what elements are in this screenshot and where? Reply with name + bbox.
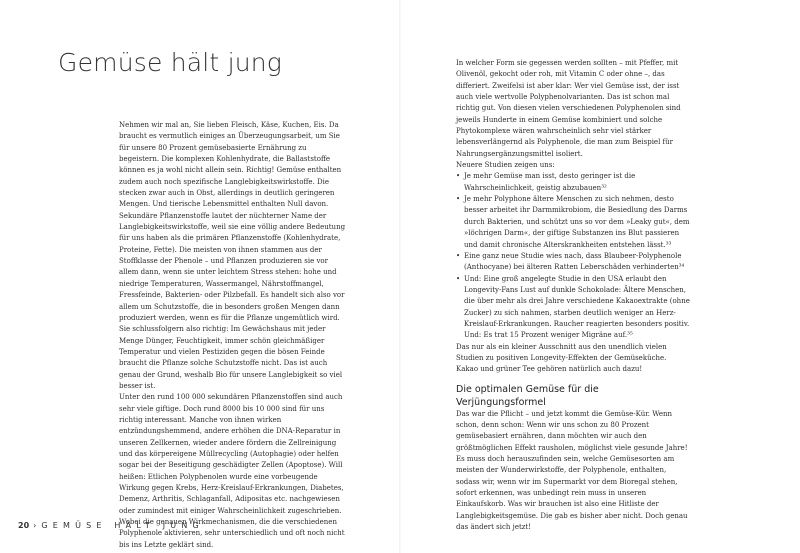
right-text-column (456, 58, 690, 533)
body-paragraph: Unter den rund 100 000 sekundären Pflanzenstoffen sind auch sehr viele giftige. Doch rund 8000 bis 10 000 sind für uns richtig interessant. Manche von ihnen wirken entzündungshemmend, andere erhöhen die DNA-Reparatur in unseren Zellkernen, wieder andere fördern die Zellreinigung und das körpereigene Müllrecycling (Autophagie) oder helfen sogar bei der Beseitigung geschädigter Zellen (Apoptose). Will heißen: Etlichen Polyphenolen wurde eine vorbeugende Wirkung gegen Krebs, Herz-Kreislauf-Erkrankungen, Diabetes, Demenz, Arthritis, Schlaganfall, Adipositas etc. nachgewiesen oder zumindest mit einiger Wahrscheinlichkeit zugeschrieben. Wobei die genauen Wirkmechanismen, die die verschiedenen Polyphenole aktivieren, sehr unterschiedlich und oft noch nicht bis ins Letzte geklärt sind. (119, 393, 345, 549)
page-footer (18, 521, 204, 530)
intro-paragraph: In welcher Form sie gegessen werden sollten – mit Pfeffer, mit Olivenöl, gekocht oder roh, mit Vitamin C oder ohne –, das differiert. Zweifelsi ist aber klar: Wer viel Gemüse isst, der isst auch viele wertvolle Polyphenolvarianten. Das ist schon mal richtig gut. Von diesen vielen verschiedenen Polyphenolen sind jeweils Hunderte in einem Gemüse kombiniert und solche Phytokomplexe wären wahrscheinlich sehr viel stärker lebensverlängernd als Polyphenole, die man zum Beispiel für Nahrungsergänzungsmittel isoliert. (456, 59, 681, 158)
page-title: Gemüse hält jung (58, 48, 283, 77)
section-subheading: Die optimalen Gemüse für die Verjüngungsformel (456, 383, 599, 408)
closing-paragraph: Das nur als ein kleiner Ausschnitt aus den unendlich vielen Studien zu positiven Longevity-Effekten der Gemüseküche. Kakao und grüner Tee gehören natürlich auch dazu! (456, 342, 667, 374)
studies-lead: Neuere Studien zeigen uns: (456, 161, 555, 170)
study-bullet: • Eine ganz neue Studie wies nach, dass Blaubeer-Polyphenole (Anthocyane) bei älteren Ratten Leberschäden verhinderten³⁴ (456, 251, 690, 274)
running-head: GEMÜSE HÄLT JUNG (41, 521, 204, 530)
study-bullet: • Je mehr Gemüse man isst, desto geringer ist die Wahrscheinlichkeit, geistig abzubauen³² (456, 171, 690, 194)
final-paragraph: Das war die Pflicht – und jetzt kommt die Gemüse-Kür. Wenn schon, denn schon: Wenn wir uns schon zu 80 Prozent gemüsebasiert ernähren, dann möchten wir auch den größtmöglichen Effekt rausholen, möglichst viele gesunde Jahre! Es muss doch herauszufinden sein, welche Gemüsesorten am meisten der Wunderwirkstoffe, der Polyphenole, enthalten, sodass wir, wenn wir im Supermarkt vor dem Bioregal stehen, sofort erkennen, was unbedingt rein muss in unseren Einkaufskorb. Was wir brauchen ist also eine Hitliste der Langlebigkeitsgemüse. Die gab es bisher aber nicht. Doch genau das ändert sich jetzt! (456, 409, 688, 532)
page-gutter (399, 0, 401, 553)
study-bullet-list (456, 171, 690, 341)
left-text-column (119, 120, 347, 551)
body-paragraph: Sekundäre Pflanzenstoffe lautet der nüchterner Name der Langlebigkeitswirkstoffe, weil sie eine völlig andere Bedeutung für uns haben als die primären Pflanzenstoffe (Kohlenhydrate, Proteine, Fette). Die meisten von ihnen stammen aus der Stoffklasse der Phenole – und Pflanzen produzieren sie vor allem dann, wenn sie unter leichtem Stress stehen: hohe und niedrige Temperaturen, Wassermangel, Nährstoffmangel, Fressfeinde, Bakterien- oder Pilzbefall. Es handelt sich also vor allem um Schutzstoffe, die in besonders großen Mengen dann produziert werden, wenn es für die Pflanze ungemütlich wird. Sie schlussfolgern also richtig: Im Gewächshaus mit jeder Menge Dünger, Feuchtigkeit, immer schön gleichmäßiger Temperatur und vielen Pestiziden gegen die bösen Feinde braucht die Pflanze solche Schutzstoffe nicht. Das ist auch genau der Grund, weshalb Bio für unsere Langlebigkeit so viel besser ist. (119, 211, 346, 390)
body-paragraph: Nehmen wir mal an, Sie lieben Fleisch, Käse, Kuchen, Eis. Da braucht es vermutlich einiges an Überzeugungsarbeit, um Sie für unsere 80 Prozent gemüsebasierte Ernährung zu begeistern. Die komplexen Kohlenhydrate, die Ballaststoffe können es ja wohl nicht allein sein. Richtig! Gemüse enthalten zudem auch noch spezifische Langlebigkeitswirkstoffe. Die stecken zwar auch in Obst, allerdings in deutlich geringeren Mengen. Und tierische Lebensmittel enthalten Null davon. (119, 121, 342, 209)
page-number: 20 (18, 521, 30, 530)
study-bullet: • Und: Eine groß angelegte Studie in den USA erlaubt den Longevity-Fans Lust auf dunkle Schokolade: Ältere Menschen, die über mehr als drei Jahre verschiedene Kakaoextrakte (ohne Zucker) zu sich nahmen, starben deutlich weniger an Herz-Kreislauf-Erkrankungen. Raucher reagierten besonders positiv. Und: Es trat 15 Prozent weniger Migräne auf.³⁵ (456, 274, 690, 342)
study-bullet: • Je mehr Polyphone ältere Menschen zu sich nehmen, desto besser arbeitet ihr Darmmikrobiom, die Besiedlung des Darms durch Bakterien, und schützt uns so vor dem »Leaky gut«, dem »löchrigen Darm«, der giftige Substanzen ins Blut passieren und damit chronische Alterskrankheiten entstehen lässt.³³ (456, 194, 690, 251)
footer-separator: › (33, 521, 37, 530)
